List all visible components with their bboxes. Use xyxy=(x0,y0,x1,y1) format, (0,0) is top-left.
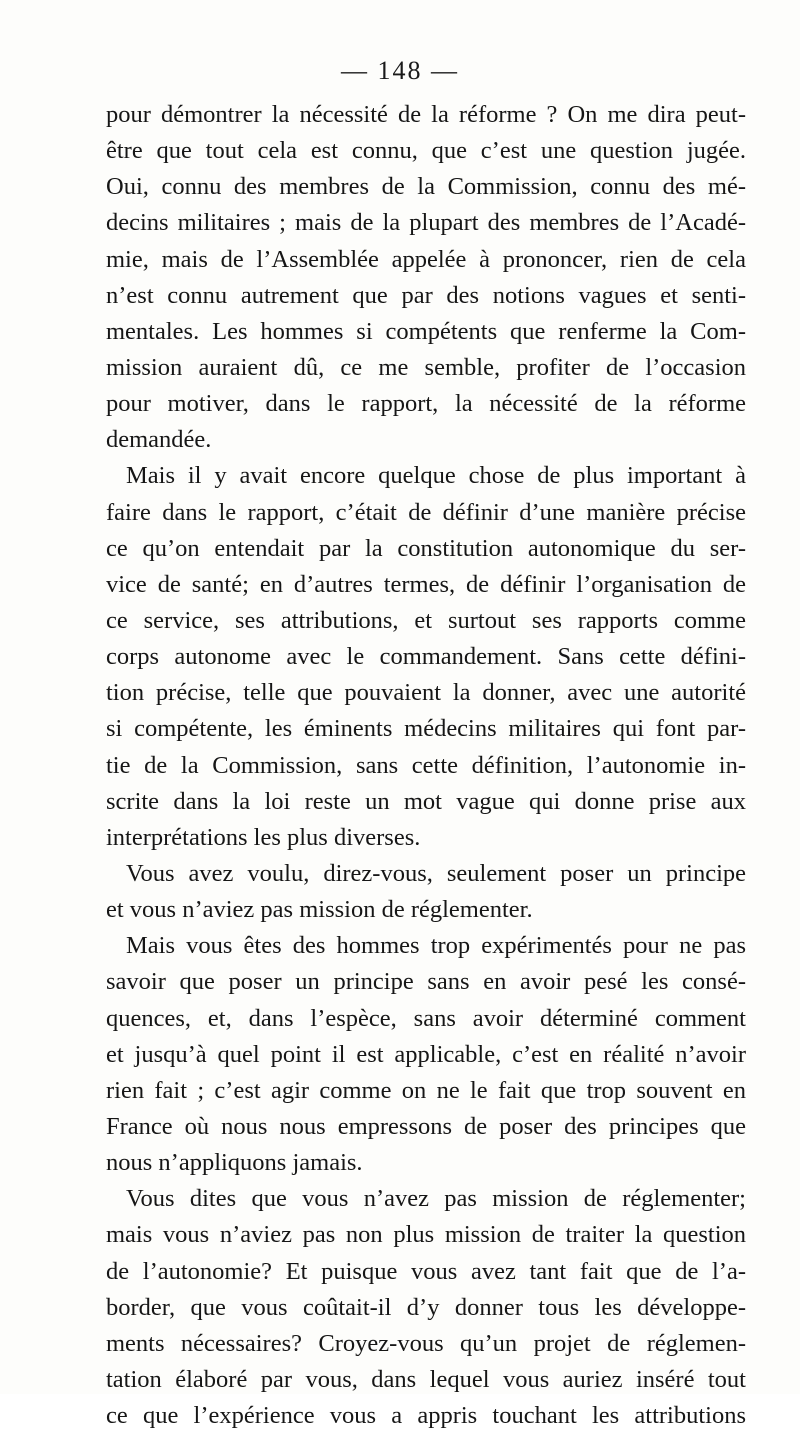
text-line: ments nécessaires? Croyez-vous qu’un projet de réglemen- xyxy=(106,1329,746,1357)
text-line: decins militaires ; mais de la plupart des membres de l’Acadé- xyxy=(106,209,746,237)
text-line: Vous dites que vous n’avez pas mission de réglementer; xyxy=(126,1185,746,1213)
text-line: border, que vous coûtait-il d’y donner tous les développe- xyxy=(106,1293,746,1321)
text-line: tation élaboré par vous, dans lequel vous auriez inséré tout xyxy=(106,1365,746,1393)
text-line: Mais vous êtes des hommes trop expérimentés pour ne pas xyxy=(126,932,746,960)
text-line: Vous avez voulu, direz-vous, seulement poser un principe xyxy=(126,859,746,887)
text-line: quences, et, dans l’espèce, sans avoir déterminé comment xyxy=(106,1004,746,1032)
text-line: si compétente, les éminents médecins militaires qui font par- xyxy=(106,715,746,743)
text-line: interprétations les plus diverses. xyxy=(106,823,421,851)
text-line: de l’autonomie? Et puisque vous avez tant fait que de l’a- xyxy=(106,1257,746,1285)
text-line: ce que l’expérience vous a appris touchant les attributions xyxy=(106,1402,746,1430)
text-line: tion précise, telle que pouvaient la donner, avec une autorité xyxy=(106,679,746,707)
text-line: n’est connu autrement que par des notions vagues et senti- xyxy=(106,281,746,309)
text-line: nous n’appliquons jamais. xyxy=(106,1149,363,1177)
text-line: mentales. Les hommes si compétents que renferme la Com- xyxy=(106,317,746,345)
text-line: et jusqu’à quel point il est applicable, c’est en réalité n’avoir xyxy=(106,1040,746,1068)
text-line: pour démontrer la nécessité de la réforme ? On me dira peut- xyxy=(106,101,746,128)
text-line: rien fait ; c’est agir comme on ne le fait que trop souvent en xyxy=(106,1076,746,1104)
text-line: et vous n’aviez pas mission de réglementer. xyxy=(106,896,533,924)
text-line: tie de la Commission, sans cette définition, l’autonomie in- xyxy=(106,751,746,779)
text-line: être que tout cela est connu, que c’est une question jugée. xyxy=(106,137,746,165)
text-line: scrite dans la loi reste un mot vague qui donne prise aux xyxy=(106,787,746,815)
text-line: pour motiver, dans le rapport, la nécessité de la réforme xyxy=(106,390,746,418)
text-line: ce service, ses attributions, et surtout ses rapports comme xyxy=(106,606,746,634)
text-line: demandée. xyxy=(106,426,212,454)
page-number: — 148 — xyxy=(341,56,459,85)
text-line: mission auraient dû, ce me semble, profiter de l’occasion xyxy=(106,353,746,381)
text-line: faire dans le rapport, c’était de définir d’une manière précise xyxy=(106,498,746,526)
text-line: mie, mais de l’Assemblée appelée à prononcer, rien de cela xyxy=(106,245,746,273)
text-line: France où nous nous empressons de poser des principes que xyxy=(106,1112,746,1140)
text-line: ce qu’on entendait par la constitution autonomique du ser- xyxy=(106,534,746,562)
text-line: vice de santé; en d’autres termes, de définir l’organisation de xyxy=(106,570,746,598)
text-line: Mais il y avait encore quelque chose de plus important à xyxy=(126,462,746,490)
body-text xyxy=(106,97,746,1434)
text-line: savoir que poser un principe sans en avoir pesé les consé- xyxy=(106,968,746,996)
text-line: mais vous n’aviez pas non plus mission de traiter la question xyxy=(106,1221,746,1249)
text-line: corps autonome avec le commandement. Sans cette défini- xyxy=(106,643,746,671)
text-line: Oui, connu des membres de la Commission, connu des mé- xyxy=(106,173,746,201)
